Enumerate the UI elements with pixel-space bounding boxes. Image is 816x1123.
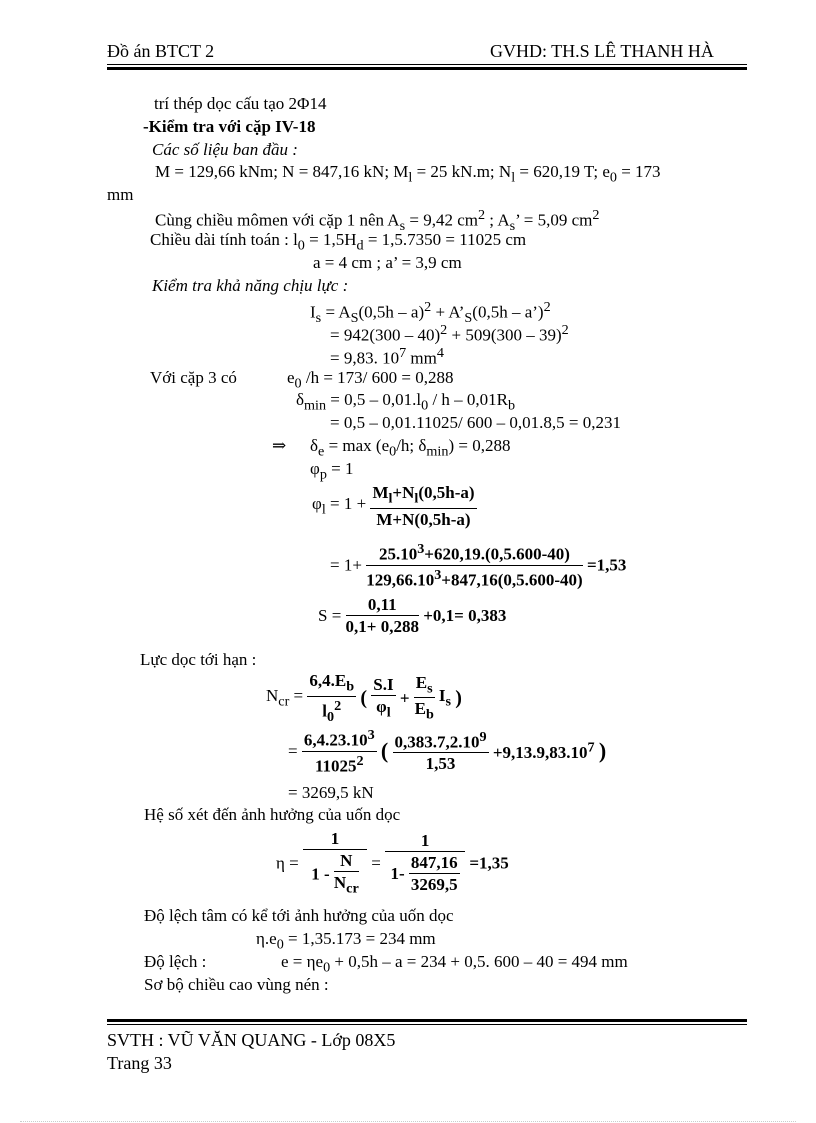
text-line: Cùng chiều mômen với cặp 1 nên $A_s = 9,42$ $cm^2$ ; $A_s$’ = 5,09 $cm^2$ — [155, 207, 600, 235]
fraction: $\frac{E_s}{E_b}$ — [414, 672, 434, 723]
fraction: $\frac{0,11}{0,1+ 0,288}$ — [345, 595, 419, 636]
fraction: 1 1 - $\frac{N}{N_{cr}}$ — [303, 830, 367, 896]
header-left: Đồ án BTCT 2 — [107, 41, 215, 61]
header-right: GVHD: TH.S LÊ THANH HÀ — [490, 41, 714, 61]
fraction: $\frac{0,383.7,2.10^9}{1,53}$ — [394, 728, 487, 774]
fraction: $\frac{6,4.E_b}{l_0^2}$ — [309, 671, 355, 725]
text-line: Sơ bộ chiều cao vùng nén : — [144, 975, 329, 994]
formula-line: $\delta_e = \max (e_0/h$; $\delta_{min}) = 0,288$ — [310, 436, 511, 460]
text-line: M = 129,66 kNm; N = 847,16 kN; $M_l = 25$ kN.m; $N_l = 620,19$ T; $e_0 = 173$ — [155, 162, 661, 186]
subheading: Kiểm tra khả năng chịu lực : — [152, 276, 349, 295]
formula-line: = 0,5 – 0,01.11025/ 600 – 0,01.8,5 = 0,231 — [330, 413, 622, 432]
fraction: $\frac{M_l+N_l(0,5h-a)}{M+N(0,5h-a)}$ — [372, 483, 475, 529]
section-heading: -Kiểm tra với cặp IV-18 — [143, 117, 316, 136]
formula-line: $e_0$ /h = 173/ 600 = 0,288 — [287, 368, 454, 392]
text-line: mm — [107, 185, 134, 204]
fraction: $\frac{N}{N_{cr}}$ — [333, 851, 359, 897]
fraction: 1 1- $\frac{847,16}{3269,5}$ — [385, 832, 465, 893]
formula-line: = 9,83. $10^7$ $mm^4$ — [330, 345, 444, 368]
formula-ncr: $N_{cr}$ = $\frac{6,4.E_b}{l_0^2}$ ( $\frac{S.I}{\varphi_l}$ + $\frac{E_s}{E_b}$ $I_s$ ) — [266, 671, 462, 725]
formula-line: = 942(300 – 40)$^2$ + 509(300 – 39)$^2$ — [330, 322, 569, 345]
footer-rule-thin — [107, 1024, 747, 1025]
footer-author: SVTH : VŨ VĂN QUANG - Lớp 08X5 — [107, 1030, 396, 1050]
text-line: Với cặp 3 có — [150, 368, 237, 387]
text-line: Hệ số xét đến ảnh hưởng của uốn dọc — [144, 805, 401, 824]
text-line: a = 4 cm ; a’ = 3,9 cm — [313, 253, 462, 272]
fraction: $\frac{6,4.23.10^3}{11025^2}$ — [303, 727, 375, 776]
text-line: trí thép dọc cấu tạo 2Φ14 — [154, 94, 327, 113]
formula-line: $I_s = A_S(0,5h - a)^2$ + $A’_S(0,5h$ – a’)$^2$ — [310, 299, 551, 327]
text-line: Độ lệch : — [144, 952, 207, 971]
header-rule-thick — [107, 67, 747, 70]
fraction: $\frac{25.10^3+620,19.(0,5.600-40)}{129,66.10^3+847,16(0,5.600-40)}$ — [366, 541, 583, 590]
page-edge-divider — [20, 1121, 796, 1122]
text-line: Chiều dài tính toán : $l_0 = 1,5H_d = 1,5.7350 = 11025$ cm — [150, 230, 527, 254]
formula-line: $\delta_{min} = 0,5 - 0,01.l_0 / h - 0,01R_b$ — [296, 390, 516, 414]
formula-line: $\varphi_p = 1$ — [310, 459, 354, 483]
text-line: Độ lệch tâm có kể tới ảnh hưởng của uốn dọc — [144, 906, 454, 925]
text-line: Lực dọc tới hạn : — [140, 650, 257, 669]
subheading: Các số liệu ban đầu : — [152, 140, 298, 159]
footer-rule-thick — [107, 1019, 747, 1022]
formula-line: = 3269,5 kN — [288, 783, 374, 802]
formula-line: $\eta.e_0 = 1,35.173 = 234$ mm — [256, 929, 436, 953]
formula-eta: η = 1 1 - $\frac{N}{N_{cr}}$ = 1 1- $\frac{847,16}{3269,5}$ =1,35 — [276, 829, 509, 897]
formula-ncr-value: = $\frac{6,4.23.10^3}{11025^2}$ ( $\frac{0,383.7,2.10^9}{1,53}$ $+9,13.9,83.10^7$ ) — [288, 727, 607, 776]
formula-s: S = $\frac{0,11}{0,1+ 0,288}$ +0,1= 0,383 — [318, 595, 507, 636]
implies-symbol: ⇒ — [272, 436, 287, 455]
footer-page-number: Trang 33 — [107, 1053, 172, 1073]
fraction: $\frac{847,16}{3269,5}$ — [410, 853, 458, 895]
formula-phi-l-value: = 1+ $\frac{25.10^3+620,19.(0,5.600-40)}{129,66.10^3+847,16(0,5.600-40)}$ =1,53 — [330, 541, 627, 590]
formula-phi-l: $\varphi_l = 1$ + $\frac{M_l+N_l(0,5h-a)}{M+N(0,5h-a)}$ — [312, 483, 475, 529]
header-rule-thin — [107, 64, 747, 65]
fraction: $\frac{S.I}{\varphi_l}$ — [373, 675, 394, 721]
formula-line: $e = \eta e_0 + 0,5h - a = 234 + 0,5$. 600 – 40 = 494 mm — [281, 952, 628, 976]
